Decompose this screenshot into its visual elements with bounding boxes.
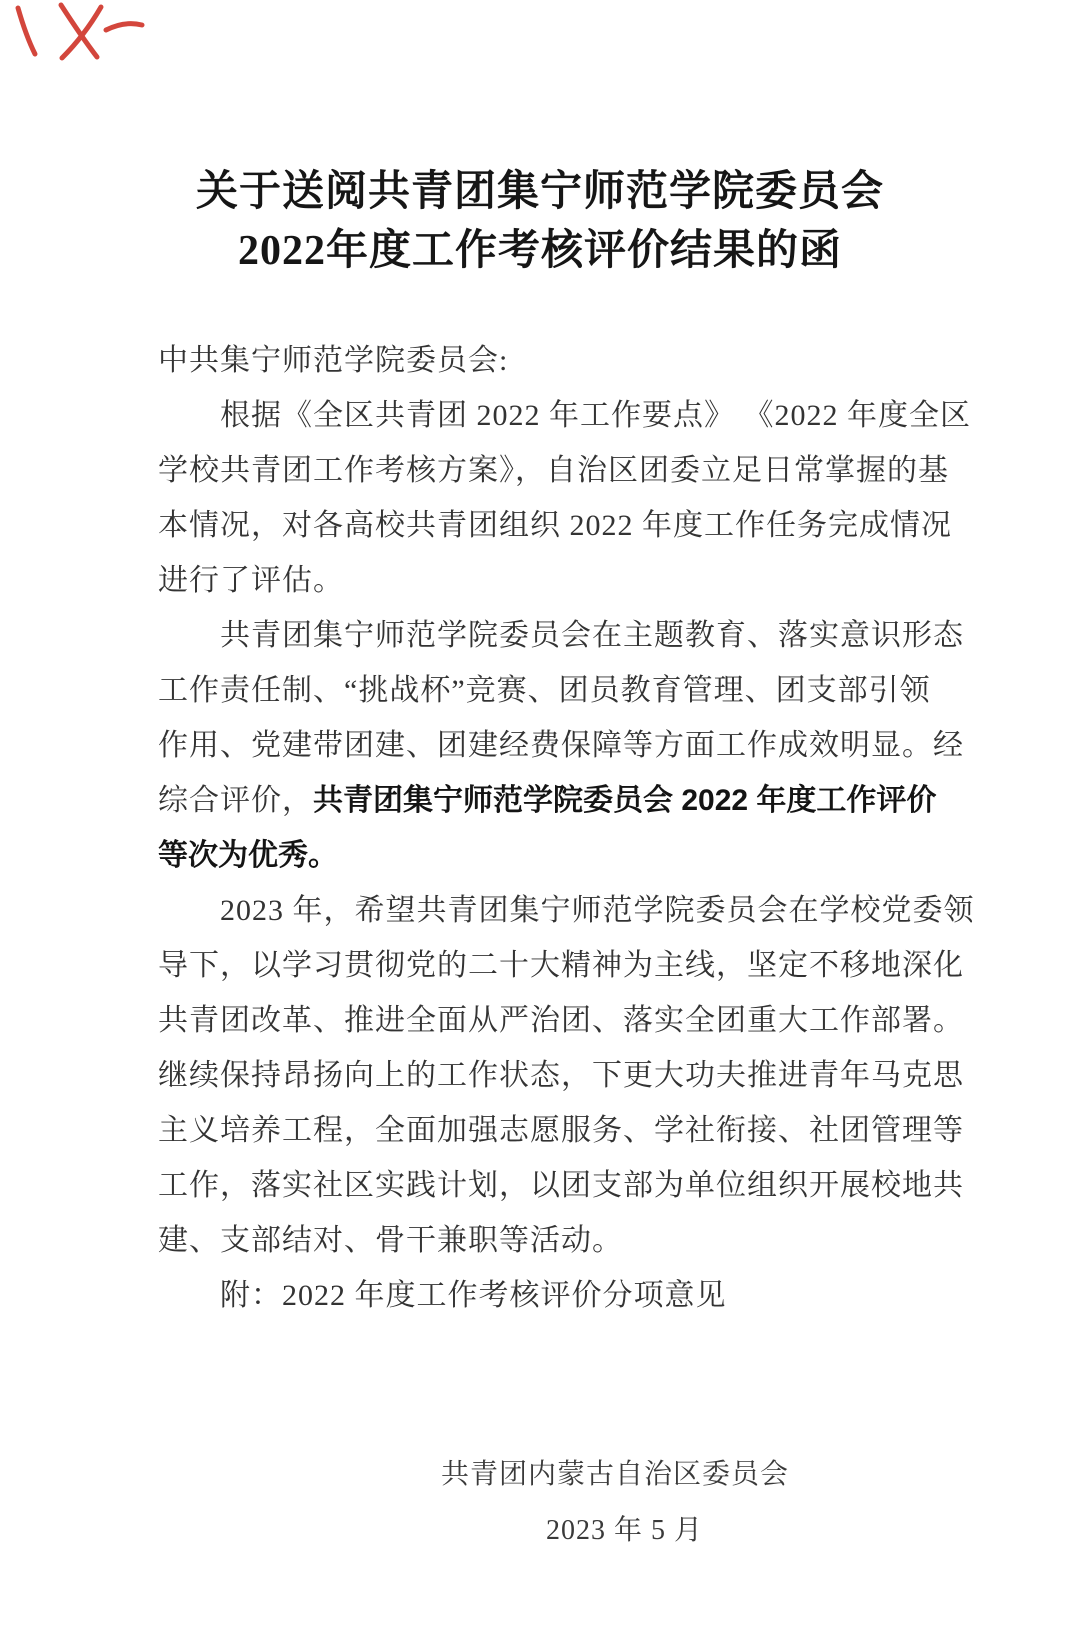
document-title [0,163,1080,281]
document-line [158,1158,964,1213]
document-line [158,993,964,1048]
document-line [158,773,937,828]
emphasis-text: 共青团集宁师范学院委员会 2022 年度工作评价 [313,784,937,817]
body-text: 主义培养工程，全面加强志愿服务、学社衔接、社团管理等 [158,1114,964,1147]
body-text: 根据《全区共青团 2022 年工作要点》 《2022 年度全区 [220,399,971,432]
document-line [158,718,964,773]
title-line-1: 关于送阅共青团集宁师范学院委员会 [195,169,884,215]
body-text: 建、支部结对、骨干兼职等活动。 [158,1224,623,1257]
document-line [158,938,964,993]
document-line [158,1268,930,1323]
document-line [158,498,952,553]
document-line [158,883,975,938]
salutation-line [158,333,930,388]
body-text: 工作责任制、“挑战杯”竞赛、团员教育管理、团支部引领 [158,674,931,707]
document-line [158,553,930,608]
document-line [158,443,949,498]
body-text: 工作，落实社区实践计划，以团支部为单位组织开展校地共 [158,1169,964,1202]
body-text: 本情况，对各高校共青团组织 2022 年度工作任务完成情况 [158,509,952,542]
document-line [158,1213,930,1268]
title-line-2: 2022年度工作考核评价结果的函 [237,228,842,274]
signature-org: 共青团内蒙古自治区委员会 [441,1459,790,1490]
document-line [158,608,964,663]
red-pen-marks-icon [4,0,154,70]
body-text: 附：2022 年度工作考核评价分项意见 [220,1279,727,1312]
document-line [158,1048,964,1103]
body-text: 综合评价， [158,784,313,817]
body-text: 共青团集宁师范学院委员会在主题教育、落实意识形态 [220,619,964,652]
document-line [158,388,971,443]
body-text: 学校共青团工作考核方案》，自治区团委立足日常掌握的基 [158,454,949,487]
body-text: 作用、党建带团建、团建经费保障等方面工作成效明显。经 [158,729,964,762]
body-text: 共青团改革、推进全面从严治团、落实全团重大工作部署。 [158,1004,964,1037]
document-line [158,1103,964,1158]
document-line [158,828,930,883]
emphasis-text: 等次为优秀。 [158,839,338,872]
signature-date: 2023 年 5 月 [546,1515,704,1546]
body-text: 进行了评估。 [158,564,344,597]
body-text: 中共集宁师范学院委员会: [158,344,509,377]
body-text: 继续保持昂扬向上的工作状态，下更大功夫推进青年马克思 [158,1059,964,1092]
body-text: 2023 年，希望共青团集宁师范学院委员会在学校党委领 [220,894,975,927]
document-line [158,663,930,718]
document-body [158,333,975,1323]
body-text: 导下，以学习贯彻党的二十大精神为主线，坚定不移地深化 [158,949,964,982]
